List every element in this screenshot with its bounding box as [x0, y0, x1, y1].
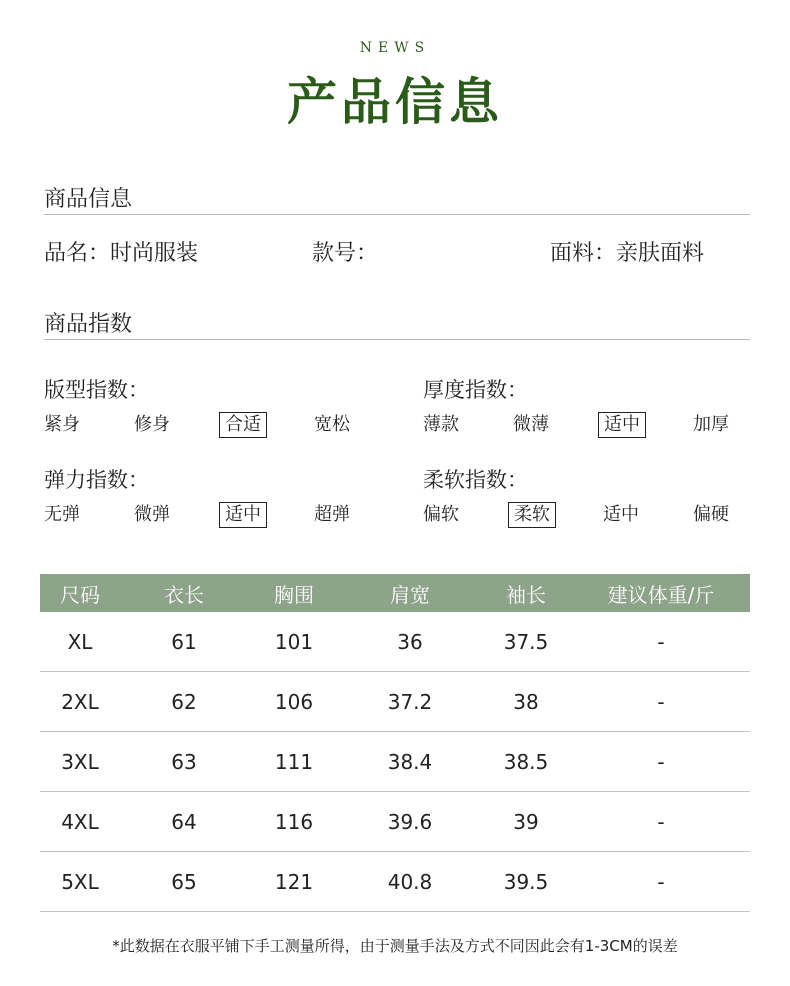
thickness-option: 微薄 — [513, 414, 549, 435]
column-header: 肩宽 — [390, 582, 430, 607]
table-cell: XL — [67, 629, 93, 654]
table-cell: 4XL — [61, 809, 99, 834]
thickness-option: 加厚 — [693, 414, 729, 435]
table-cell: - — [657, 869, 665, 894]
column-header: 衣长 — [164, 582, 204, 607]
table-cell: 38.4 — [387, 749, 433, 774]
table-cell: 62 — [171, 689, 197, 714]
table-row — [40, 792, 750, 852]
table-cell: 36 — [397, 629, 423, 654]
column-header: 袖长 — [506, 582, 546, 607]
table-cell: - — [657, 809, 665, 834]
thickness-option-selected: 适中 — [598, 412, 646, 438]
table-header — [40, 574, 750, 612]
thickness-option: 薄款 — [423, 414, 459, 435]
table-cell: - — [657, 689, 665, 714]
table-cell: - — [657, 629, 665, 654]
softness-index-title: 柔软指数： — [423, 468, 528, 492]
column-header: 胸围 — [274, 582, 314, 607]
table-cell: 39.6 — [387, 809, 433, 834]
table-cell: 3XL — [61, 749, 99, 774]
fit-option: 紧身 — [44, 414, 80, 435]
table-cell: 39.5 — [503, 869, 549, 894]
product-info-heading: 商品信息 — [44, 187, 133, 212]
table-cell: 101 — [274, 629, 314, 654]
product-name: 品名：时尚服装 — [44, 241, 199, 266]
table-cell: 37.2 — [387, 689, 433, 714]
table-cell: 38.5 — [503, 749, 549, 774]
table-cell: 40.8 — [387, 869, 433, 894]
table-row — [40, 672, 750, 732]
fabric: 面料：亲肤面料 — [550, 241, 705, 266]
softness-option-selected: 柔软 — [508, 502, 556, 528]
softness-option: 适中 — [603, 504, 639, 525]
table-cell: 121 — [274, 869, 314, 894]
table-cell: 64 — [171, 809, 197, 834]
table-cell: 5XL — [61, 869, 99, 894]
fit-index-title: 版型指数： — [44, 378, 149, 402]
table-cell: 65 — [171, 869, 197, 894]
size-table — [40, 574, 750, 912]
stretch-index-title: 弹力指数： — [44, 468, 149, 492]
table-cell: 38 — [513, 689, 539, 714]
table-row — [40, 732, 750, 792]
table-cell: 39 — [513, 809, 539, 834]
product-index-heading: 商品指数 — [44, 312, 133, 337]
divider — [44, 214, 750, 215]
thickness-index-title: 厚度指数： — [423, 378, 528, 402]
fit-option: 修身 — [134, 414, 170, 435]
page-title: 产品信息 — [287, 72, 503, 131]
column-header: 尺码 — [60, 582, 100, 607]
table-row — [40, 612, 750, 672]
table-cell: 2XL — [61, 689, 99, 714]
stretch-option: 微弹 — [134, 504, 170, 525]
column-header: 建议体重/斤 — [607, 582, 715, 607]
softness-option: 偏硬 — [693, 504, 729, 525]
table-cell: - — [657, 749, 665, 774]
table-cell: 37.5 — [503, 629, 549, 654]
table-cell: 106 — [274, 689, 314, 714]
table-row — [40, 852, 750, 912]
table-cell: 111 — [274, 749, 314, 774]
table-cell: 116 — [274, 809, 314, 834]
stretch-option: 无弹 — [44, 504, 80, 525]
softness-option: 偏软 — [423, 504, 459, 525]
fit-option: 宽松 — [314, 414, 350, 435]
table-cell: 61 — [171, 629, 197, 654]
measurement-note: *此数据在衣服平铺下手工测量所得，由于测量手法及方式不同因此会有1-3CM的误差 — [112, 937, 678, 955]
eyebrow-text: NEWS — [359, 40, 431, 56]
table-cell: 63 — [171, 749, 197, 774]
divider — [44, 339, 750, 340]
stretch-option: 超弹 — [314, 504, 350, 525]
style-number: 款号： — [312, 241, 379, 266]
fit-option-selected: 合适 — [219, 412, 267, 438]
stretch-option-selected: 适中 — [219, 502, 267, 528]
